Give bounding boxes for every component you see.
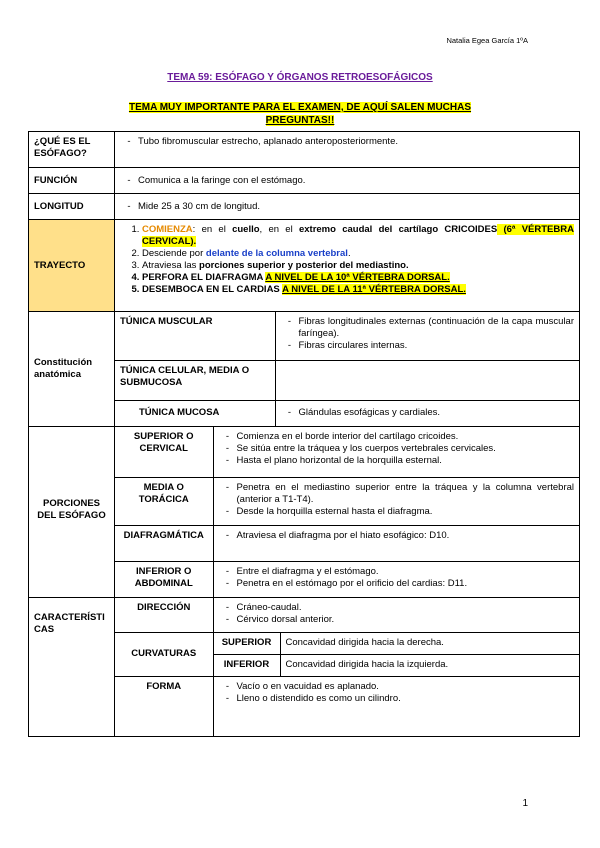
tunica-mucosa-label: TÚNICA MUCOSA [115,400,275,426]
curvaturas-label: CURVATURAS [115,632,213,676]
curvatura-superior-text: Concavidad dirigida hacia la derecha. [280,632,579,654]
forma-label: FORMA [115,676,213,736]
porcion-diafragmatica-label: DIAFRAGMÁTICA [115,525,213,561]
longitud-text: - Mide 25 a 30 cm de longitud. [115,194,580,220]
forma-list: - Vacío o en vacuidad es aplanado. - Lleno o distendido es como un cilindro. [213,676,579,736]
constitucion-label: Constitución anatómica [29,312,115,427]
porcion-diafragmatica-list: - Atraviesa el diafragma por el hiato esofágico: D10. [213,525,579,561]
trayecto-item-5: 5. DESEMBOCA EN EL CARDIAS A NIVEL DE LA 11ª VÉRTEBRA DORSAL. [142,284,574,296]
funcion-label: FUNCIÓN [29,168,115,194]
porcion-media-label: MEDIA O TORÁCICA [115,477,213,525]
page-number: 1 [522,798,528,809]
caracteristicas-label: CARACTERÍSTICAS [29,598,115,737]
funcion-text: - Comunica a la faringe con el estómago. [115,168,580,194]
direccion-list: - Cráneo-caudal. - Cérvico dorsal anterior. [213,598,579,632]
porcion-superior-list: - Comienza en el borde interior del cartílago cricoides. - Se sitúa entre la tráquea y los cuerpos vertebrales cervicales. - Hasta el plano horizontal de la horquilla esternal. [213,427,579,477]
tunica-muscular-label: TÚNICA MUSCULAR [115,312,275,360]
porciones-cell [115,427,580,598]
porcion-media-list: - Penetra en el mediastino superior entre la tráquea y la columna vertebral (anterior a T1-T4). - Desde la horquilla esternal hasta el diafragma. [213,477,579,525]
page-subtitle: TEMA MUY IMPORTANTE PARA EL EXAMEN, DE AQUÍ SALEN MUCHAS PREGUNTAS!! [128,102,472,126]
que-es-text: - Tubo fibromuscular estrecho, aplanado anteroposteriormente. [115,132,580,168]
curvatura-superior-label: SUPERIOR [213,632,280,654]
trayecto-list [115,220,580,312]
tunica-celular-empty [275,360,579,400]
porcion-inferior-list: - Entre el diafragma y el estómago. - Penetra en el estómago por el orificio del cardias: D11. [213,561,579,597]
direccion-label: DIRECCIÓN [115,598,213,632]
trayecto-item-3: 3. Atraviesa las porciones superior y posterior del mediastino. [142,260,574,272]
constitucion-cell [115,312,580,427]
que-es-label: ¿QUÉ ES EL ESÓFAGO? [29,132,115,168]
esophagus-table [28,131,580,737]
trayecto-item-2: 2. Desciende por delante de la columna vertebral. [142,248,574,260]
porcion-superior-label: SUPERIOR O CERVICAL [115,427,213,477]
caracteristicas-cell [115,598,580,737]
page-title: TEMA 59: ESÓFAGO Y ÓRGANOS RETROESOFÁGICOS [167,72,433,83]
tunica-mucosa-list: - Glándulas esofágicas y cardiales. [275,400,579,426]
porcion-inferior-label: INFERIOR O ABDOMINAL [115,561,213,597]
author-name: Natalia Egea García 1ºA [446,36,528,45]
tunica-celular-label: TÚNICA CELULAR, MEDIA O SUBMUCOSA [115,360,275,400]
trayecto-item-1: 1. COMIENZA: en el cuello, en el extremo caudal del cartílago CRICOIDES (6ª VÉRTEBRA CERVICAL). [142,224,574,248]
trayecto-label: TRAYECTO [29,220,115,312]
curvatura-inferior-label: INFERIOR [213,654,280,676]
curvatura-inferior-text: Concavidad dirigida hacia la izquierda. [280,654,579,676]
trayecto-item-4: 4. PERFORA EL DIAFRAGMA A NIVEL DE LA 10ª VÉRTEBRA DORSAL. [142,272,574,284]
tunica-muscular-list: - Fibras longitudinales externas (continuación de la capa muscular faríngea). - Fibras circulares internas. [275,312,579,360]
porciones-label: PORCIONES DEL ESÓFAGO [29,427,115,598]
longitud-label: LONGITUD [29,194,115,220]
